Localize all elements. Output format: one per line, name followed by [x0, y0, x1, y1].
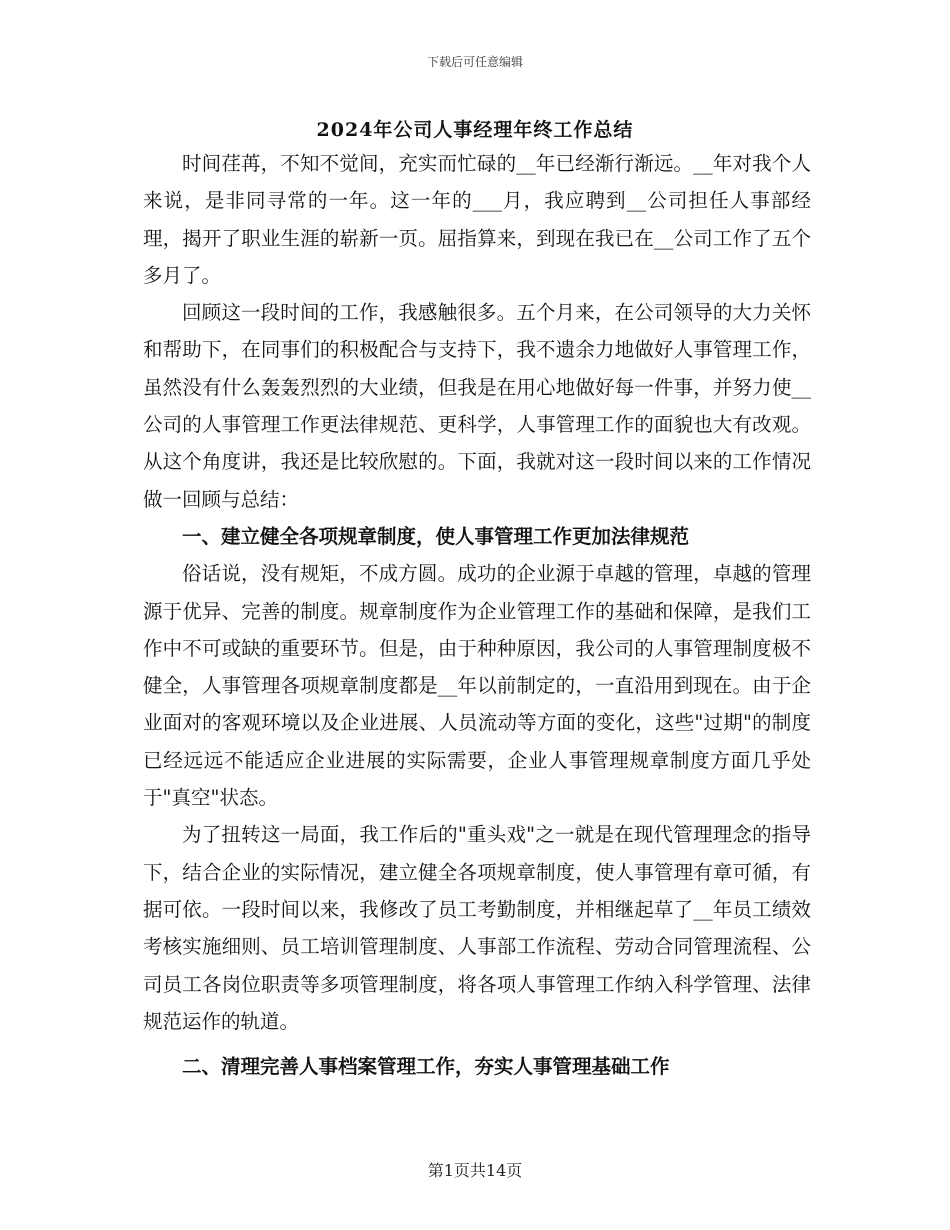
section-heading-1: 一、建立健全各项规章制度，使人事管理工作更加法律规范	[182, 524, 690, 548]
section-heading-2: 二、清理完善人事档案管理工作，夯实人事管理基础工作	[182, 1055, 670, 1079]
paragraph-review: 回顾这一段时间的工作，我感触很多。五个月来，在公司领导的大力关怀和帮助下，在同事们的积极配合与支持下，我不遗余力地做好人事管理工作，虽然没有什么轰轰烈烈的大业绩，但我是在用心地做好每一件事，并努力使__公司的人事管理工作更法律规范、更科学，人事管理工作的面貌也大有改观。从这个角度讲，我还是比较欣慰的。下面，我就对这一段时间以来的工作情况做一回顾与总结：	[143, 301, 811, 511]
paragraph-rules: 俗话说，没有规矩，不成方圆。成功的企业源于卓越的管理，卓越的管理源于优异、完善的制度。规章制度作为企业管理工作的基础和保障，是我们工作中不可或缺的重要环节。但是，由于种种原因，我公司的人事管理制度极不健全，人事管理各项规章制度都是__年以前制定的，一直沿用到现在。由于企业面对的客观环境以及企业进展、人员流动等方面的变化，这些"过期"的制度已经远远不能适应企业进展的实际需要，企业人事管理规章制度方面几乎处于"真空"状态。	[143, 562, 811, 810]
paragraph-actions: 为了扭转这一局面，我工作后的"重头戏"之一就是在现代管理理念的指导下，结合企业的实际情况，建立健全各项规章制度，使人事管理有章可循，有据可依。一段时间以来，我修改了员工考勤制度，并相继起草了__年员工绩效考核实施细则、员工培训管理制度、人事部工作流程、劳动合同管理流程、公司员工各岗位职责等多项管理制度，将各项人事管理工作纳入科学管理、法律规范运作的轨道。	[143, 823, 811, 1033]
paragraph-intro: 时间荏苒，不知不觉间，充实而忙碌的__年已经渐行渐远。__年对我个人来说，是非同寻常的一年。这一年的___月，我应聘到__公司担任人事部经理，揭开了职业生涯的崭新一页。屈指算来，到现在我已在__公司工作了五个多月了。	[143, 152, 811, 287]
document-body	[143, 145, 811, 1085]
page-footer: 第1页共14页	[427, 1161, 523, 1180]
document-title: 2024年公司人事经理年终工作总结	[316, 119, 634, 141]
header-note: 下载后可任意编辑	[426, 55, 523, 69]
